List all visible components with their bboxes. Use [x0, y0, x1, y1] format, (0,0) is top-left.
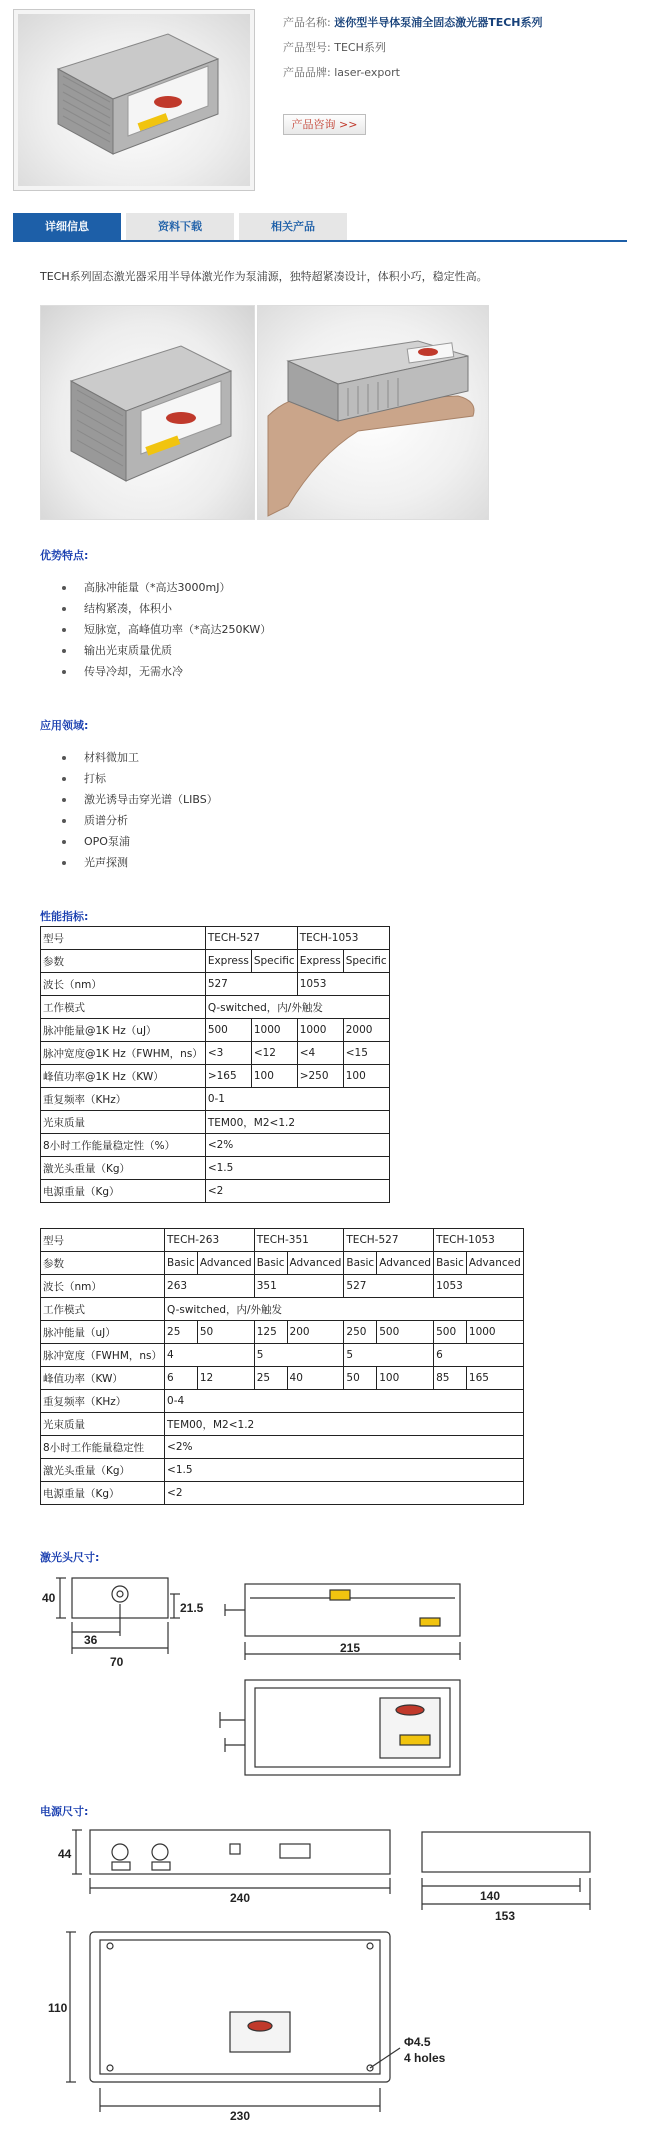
product-name-row: [283, 14, 543, 30]
table-cell: 电源重量（Kg）: [41, 1180, 206, 1203]
table-cell: <2: [165, 1482, 524, 1505]
table-cell: 工作模式: [41, 1298, 165, 1321]
performance-title: 性能指标:: [40, 910, 89, 923]
table-row: [41, 1367, 524, 1390]
laser-head-dims-title: 激光头尺寸:: [40, 1551, 100, 1564]
table-cell: 0-1: [205, 1088, 389, 1111]
table-cell: 50: [344, 1367, 377, 1390]
table-cell: TECH-263: [165, 1229, 255, 1252]
laser-device-photo: [41, 306, 255, 520]
spec-table-1: [40, 926, 390, 1203]
list-item: 打标: [62, 768, 218, 789]
table-cell: TECH-527: [344, 1229, 434, 1252]
table-cell: <3: [205, 1042, 251, 1065]
laser-head-dimension-drawing: [40, 1570, 560, 1800]
table-cell: 峰值功率（KW）: [41, 1367, 165, 1390]
table-cell: 型号: [41, 927, 206, 950]
ps-dim-label-110: 110: [48, 2001, 68, 2015]
table-cell: 500: [377, 1321, 434, 1344]
table-cell: 527: [344, 1275, 434, 1298]
table-cell: 4: [165, 1344, 255, 1367]
table-cell: 8小时工作能量稳定性（%）: [41, 1134, 206, 1157]
dim-label-70: 70: [110, 1655, 124, 1669]
product-name-label: 产品名称:: [283, 16, 331, 29]
table-row: [41, 1157, 390, 1180]
table-cell: <1.5: [205, 1157, 389, 1180]
table-cell: 1000: [297, 1019, 343, 1042]
ps-dim-label-140: 140: [480, 1889, 501, 1903]
table-row: [41, 1134, 390, 1157]
table-cell: 500: [434, 1321, 467, 1344]
table-cell: 40: [287, 1367, 344, 1390]
product-model-row: [283, 39, 386, 55]
list-item: 激光诱导击穿光谱（LIBS）: [62, 789, 218, 810]
table-row: [41, 1275, 524, 1298]
table-cell: 5: [254, 1344, 344, 1367]
table-row: [41, 1019, 390, 1042]
table-row: [41, 1321, 524, 1344]
dim-label-21-5: 21.5: [180, 1601, 204, 1615]
tab-downloads[interactable]: 资料下载: [126, 213, 234, 240]
list-item: 光声探测: [62, 852, 218, 873]
product-photo-device: [40, 305, 255, 520]
table-cell: Basic: [434, 1252, 467, 1275]
table-cell: Q-switched，内/外触发: [205, 996, 389, 1019]
table-row: [41, 1065, 390, 1088]
dim-label-215: 215: [340, 1641, 361, 1655]
list-item: OPO泵浦: [62, 831, 218, 852]
table-row: [41, 927, 390, 950]
table-cell: 1000: [251, 1019, 297, 1042]
table-row: [41, 996, 390, 1019]
table-cell: 型号: [41, 1229, 165, 1252]
table-cell: 光束质量: [41, 1413, 165, 1436]
table-row: [41, 1180, 390, 1203]
table-row: [41, 1482, 524, 1505]
table-cell: 脉冲能量（uJ）: [41, 1321, 165, 1344]
ps-dim-label-height: 44: [58, 1847, 72, 1861]
table-cell: <1.5: [165, 1459, 524, 1482]
table-cell: Specific: [251, 950, 297, 973]
power-supply-dimension-drawing: [40, 1822, 600, 2127]
table-cell: >165: [205, 1065, 251, 1088]
table-cell: Basic: [165, 1252, 198, 1275]
table-cell: 0-4: [165, 1390, 524, 1413]
tab-related-products[interactable]: 相关产品: [239, 213, 347, 240]
table-cell: 1000: [466, 1321, 523, 1344]
table-cell: 6: [434, 1344, 524, 1367]
table-row: [41, 1111, 390, 1134]
table-cell: >250: [297, 1065, 343, 1088]
laser-device-image: [18, 14, 250, 186]
table-cell: 脉冲能量@1K Hz（uJ）: [41, 1019, 206, 1042]
table-cell: 电源重量（Kg）: [41, 1482, 165, 1505]
table-cell: 25: [254, 1367, 287, 1390]
table-cell: 重复频率（KHz）: [41, 1390, 165, 1413]
table-cell: 脉冲宽度（FWHM，ns）: [41, 1344, 165, 1367]
hand-holding-laser-photo: [258, 306, 489, 520]
advantages-list: [62, 577, 271, 682]
intro-text: TECH系列固态激光器采用半导体激光作为泵浦源，独特超紧凑设计，体积小巧，稳定性高。: [40, 270, 488, 283]
table-cell: 125: [254, 1321, 287, 1344]
product-brand-value: laser-export: [334, 66, 400, 79]
product-model-label: 产品型号:: [283, 41, 331, 54]
table-cell: <4: [297, 1042, 343, 1065]
table-cell: 100: [343, 1065, 389, 1088]
ps-dim-label-hole: Φ4.5: [404, 2035, 431, 2049]
table-cell: <2: [205, 1180, 389, 1203]
table-cell: 脉冲宽度@1K Hz（FWHM，ns）: [41, 1042, 206, 1065]
table-cell: 500: [205, 1019, 251, 1042]
table-cell: TEM00，M2<1.2: [205, 1111, 389, 1134]
table-row: [41, 1344, 524, 1367]
ps-dim-label-230: 230: [230, 2109, 251, 2123]
table-row: [41, 1459, 524, 1482]
product-brand-label: 产品品牌:: [283, 66, 331, 79]
table-cell: 1053: [434, 1275, 524, 1298]
table-cell: Express: [297, 950, 343, 973]
table-row: [41, 973, 390, 996]
advantages-title: 优势特点:: [40, 549, 89, 562]
product-model-value: TECH系列: [334, 41, 386, 54]
table-cell: 1053: [297, 973, 389, 996]
table-cell: 50: [197, 1321, 254, 1344]
table-cell: Q-switched，内/外触发: [165, 1298, 524, 1321]
applications-list: [62, 747, 218, 873]
table-cell: 重复频率（KHz）: [41, 1088, 206, 1111]
table-cell: 2000: [343, 1019, 389, 1042]
table-cell: 8小时工作能量稳定性: [41, 1436, 165, 1459]
table-cell: 100: [251, 1065, 297, 1088]
table-row: [41, 1229, 524, 1252]
table-cell: 12: [197, 1367, 254, 1390]
table-cell: TECH-351: [254, 1229, 344, 1252]
table-cell: 25: [165, 1321, 198, 1344]
tab-details[interactable]: 详细信息: [13, 213, 121, 240]
tab-underline: [13, 240, 627, 242]
table-cell: TECH-1053: [434, 1229, 524, 1252]
table-cell: Basic: [254, 1252, 287, 1275]
table-cell: Basic: [344, 1252, 377, 1275]
table-cell: Specific: [343, 950, 389, 973]
table-cell: 263: [165, 1275, 255, 1298]
list-item: 材料微加工: [62, 747, 218, 768]
table-cell: <15: [343, 1042, 389, 1065]
table-cell: 光束质量: [41, 1111, 206, 1134]
table-cell: Advanced: [197, 1252, 254, 1275]
table-cell: 6: [165, 1367, 198, 1390]
list-item: 输出光束质量优质: [62, 640, 271, 661]
table-cell: 200: [287, 1321, 344, 1344]
table-row: [41, 950, 390, 973]
list-item: 质谱分析: [62, 810, 218, 831]
table-row: [41, 1298, 524, 1321]
table-row: [41, 1088, 390, 1111]
table-cell: 激光头重量（Kg）: [41, 1157, 206, 1180]
table-cell: <12: [251, 1042, 297, 1065]
ps-dim-label-holes: 4 holes: [404, 2051, 446, 2065]
table-cell: Express: [205, 950, 251, 973]
table-cell: 波长（nm）: [41, 1275, 165, 1298]
table-cell: 参数: [41, 1252, 165, 1275]
table-cell: 351: [254, 1275, 344, 1298]
table-cell: 527: [205, 973, 297, 996]
list-item: 短脉宽，高峰值功率（*高达250KW）: [62, 619, 271, 640]
product-brand-row: [283, 64, 400, 80]
table-cell: TECH-1053: [297, 927, 389, 950]
table-cell: 165: [466, 1367, 523, 1390]
dim-label-36: 36: [84, 1633, 98, 1647]
ps-dim-label-153: 153: [495, 1909, 516, 1923]
table-cell: 峰值功率@1K Hz（KW）: [41, 1065, 206, 1088]
table-cell: Advanced: [287, 1252, 344, 1275]
table-cell: TEM00，M2<1.2: [165, 1413, 524, 1436]
table-cell: 波长（nm）: [41, 973, 206, 996]
product-thumbnail-frame: [13, 9, 255, 191]
table-row: [41, 1390, 524, 1413]
table-cell: Advanced: [377, 1252, 434, 1275]
product-consult-button[interactable]: 产品咨询 >>: [283, 114, 366, 135]
table-cell: 工作模式: [41, 996, 206, 1019]
list-item: 结构紧凑，体积小: [62, 598, 271, 619]
table-cell: TECH-527: [205, 927, 297, 950]
table-row: [41, 1413, 524, 1436]
table-cell: 250: [344, 1321, 377, 1344]
dim-label-height: 40: [42, 1591, 56, 1605]
product-thumbnail: [18, 14, 250, 186]
table-cell: 85: [434, 1367, 467, 1390]
table-cell: 激光头重量（Kg）: [41, 1459, 165, 1482]
table-cell: 5: [344, 1344, 434, 1367]
list-item: 高脉冲能量（*高达3000mJ）: [62, 577, 271, 598]
table-cell: Advanced: [466, 1252, 523, 1275]
table-row: [41, 1436, 524, 1459]
table-cell: <2%: [205, 1134, 389, 1157]
ps-dim-label-240: 240: [230, 1891, 251, 1905]
table-cell: 参数: [41, 950, 206, 973]
product-name-value: 迷你型半导体泵浦全固态激光器TECH系列: [334, 16, 543, 29]
table-row: [41, 1252, 524, 1275]
product-photo-hand: [257, 305, 489, 520]
applications-title: 应用领域:: [40, 719, 89, 732]
list-item: 传导冷却，无需水冷: [62, 661, 271, 682]
power-dims-title: 电源尺寸:: [40, 1805, 89, 1818]
table-cell: <2%: [165, 1436, 524, 1459]
spec-table-2: [40, 1228, 524, 1505]
table-cell: 100: [377, 1367, 434, 1390]
table-row: [41, 1042, 390, 1065]
